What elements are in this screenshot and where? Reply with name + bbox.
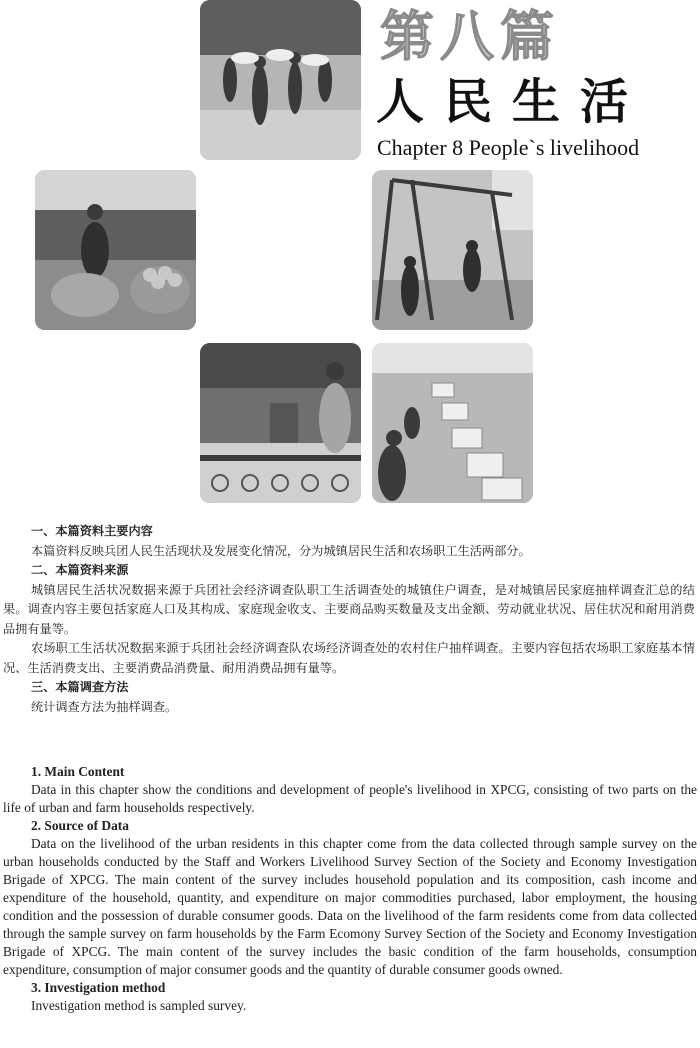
chapter-title-en: Chapter 8 People`s livelihood <box>377 135 640 160</box>
cn-heading-method: 三、本篇调查方法 <box>31 680 129 694</box>
english-text-section <box>3 763 697 1015</box>
en-paragraph-method: Investigation method is sampled survey. <box>31 998 247 1013</box>
en-heading-main-content: 1. Main Content <box>31 764 125 779</box>
photo-food-stall <box>200 343 361 503</box>
en-heading-method: 3. Investigation method <box>31 980 166 995</box>
chinese-text-section <box>3 522 695 717</box>
cn-paragraph-method: 统计调查方法为抽样调查。 <box>31 699 178 714</box>
photo-fruit-harvest <box>35 170 196 330</box>
photo-dancers <box>200 0 361 160</box>
en-heading-data-source: 2. Source of Data <box>31 818 129 833</box>
photo-playground <box>372 170 533 330</box>
chapter-title: 人民生活 <box>376 74 649 130</box>
cn-heading-data-source: 二、本篇资料来源 <box>31 563 129 577</box>
en-paragraph-main-content: Data in this chapter show the conditions and development of people's livelihood in XPCG, consisting of two parts on the life of urban and farm households respectively. <box>3 782 697 815</box>
cn-paragraph-main-content: 本篇资料反映兵团人民生活现状及发展变化情况，分为城镇居民生活和农场职工生活两部分。 <box>31 543 531 558</box>
part-title: 第八篇 <box>380 5 560 68</box>
cn-paragraph-urban-source: 城镇居民生活状况数据来源于兵团社会经济调查队职工生活调查处的城镇住户调查，是对城镇居民家庭抽样调查汇总的结果。调查内容主要包括家庭人口及其构成、家庭现金收支、主要商品购买数量及支出金额、劳动就业状况、居住状况和耐用消费品拥有量等。 <box>3 582 695 636</box>
cn-heading-main-content: 一、本篇资料主要内容 <box>31 524 153 538</box>
photo-computer-lab <box>372 343 533 503</box>
en-paragraph-data-source: Data on the livelihood of the urban residents in this chapter come from the data collected through sample survey on the urban households conducted by the Staff and Workers Livelihood Survey Section of the Society and Economy Investigation Brigade of XPCG. The main content of the survey includes household population and its composition, cash income and expenditure of the household, quantity, and expenditure on major commodities purchased, labor employment, the housing condition and the possession of durable consumer goods. Data on the livelihood of the farm residents come from data collected through the sample survey on farm households by the Farm Ecomony Survey Section of the Society and Economy Investigation Brigade of XPCG. The main content of the survey includes the basic condition of the farm households, consumption expenditure, consumption of major consumer goods and the quantity of durable consumer goods owned. <box>3 836 697 977</box>
cn-paragraph-farm-source: 农场职工生活状况数据来源于兵团社会经济调查队农场经济调查处的农村住户抽样调查。主要内容包括农场职工家庭基本情况、生活消费支出、主要消费品消费量、耐用消费品拥有量等。 <box>3 641 695 675</box>
